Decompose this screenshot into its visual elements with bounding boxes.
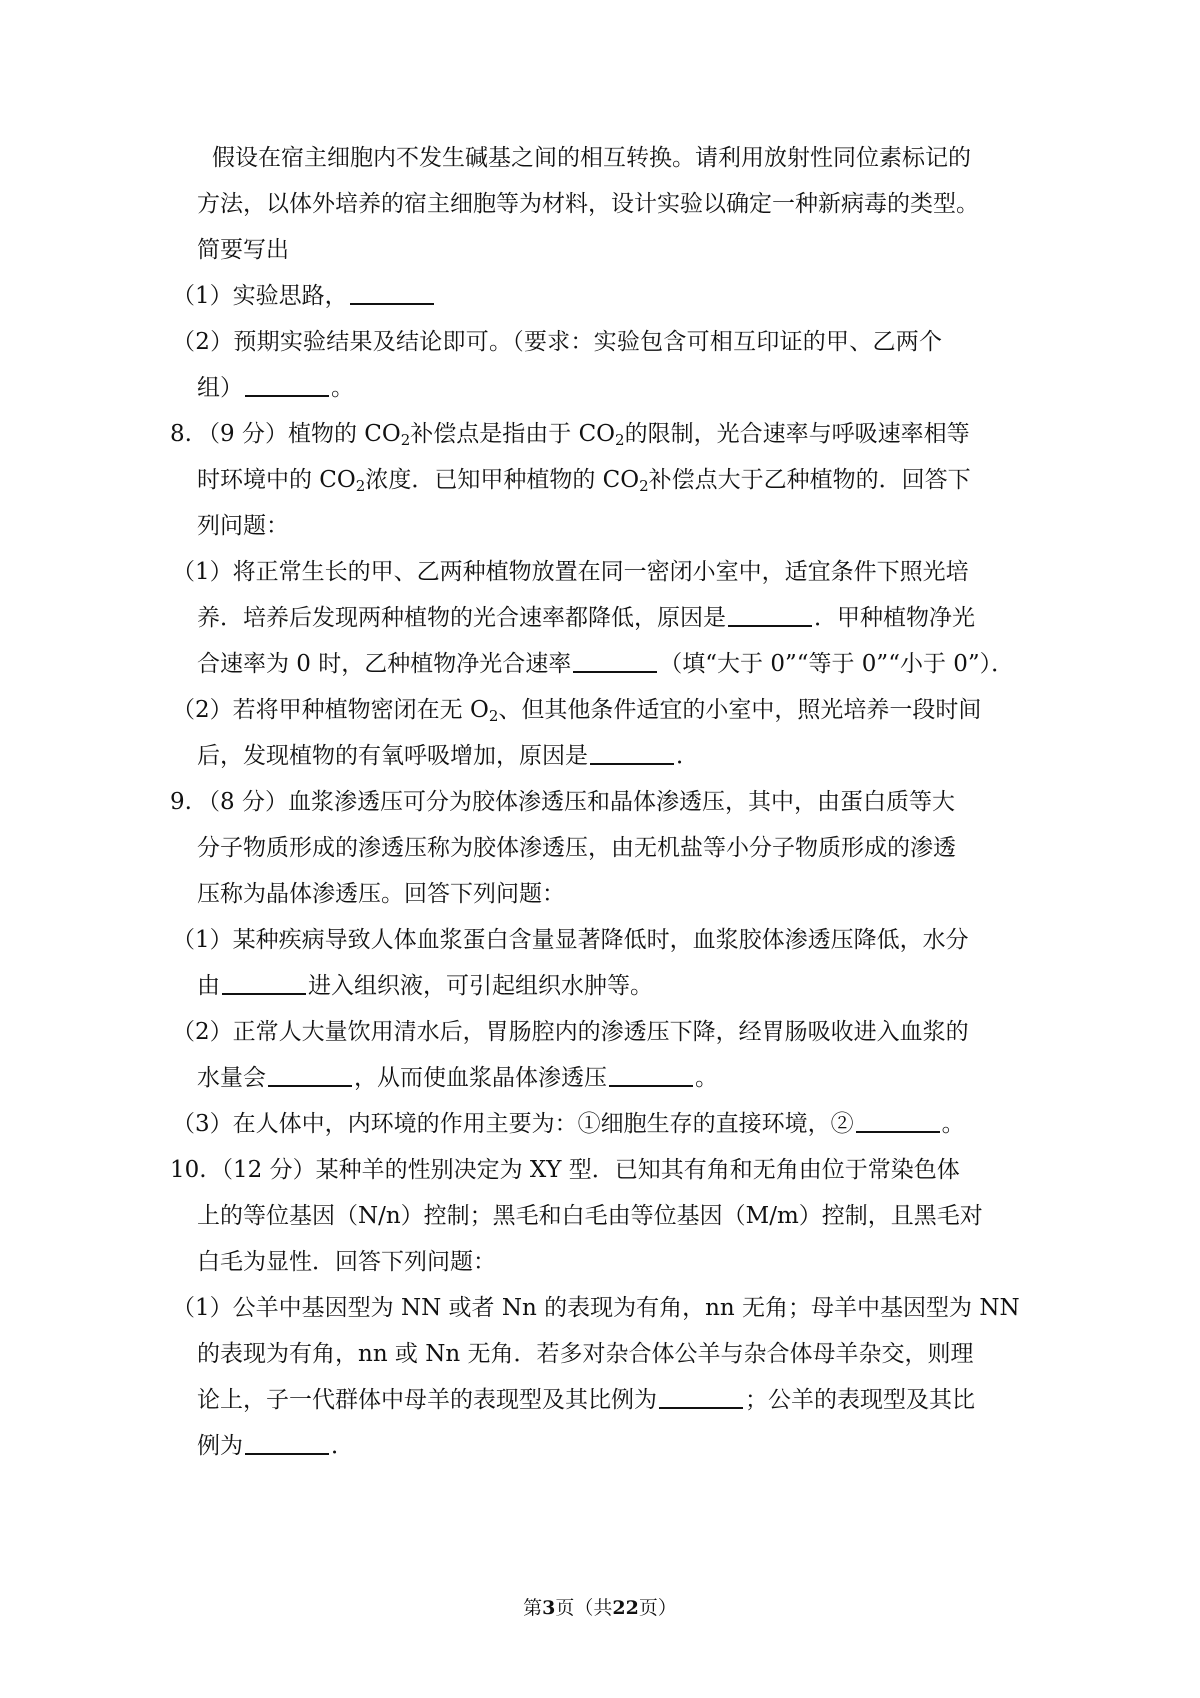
question-10-part-1-line-3: 论上，子一代群体中母羊的表现型及其比例为 ；公羊的表现型及其比 [197, 1387, 975, 1413]
question-9-part-1-line-2: 由 进入组织液，可引起组织水肿等。 [197, 973, 653, 999]
question-10-part-1-line-1: （1）公羊中基因型为 NN 或者 Nn 的表现为有角，nn 无角；母羊中基因型为 NN [172, 1295, 1020, 1321]
question-10-number: 10. [170, 1157, 207, 1183]
question-10-line-3: 白毛为显性．回答下列问题： [197, 1249, 496, 1275]
question-8-part-1-line-2: 养．培养后发现两种植物的光合速率都降低，原因是 ．甲种植物净光 [197, 605, 975, 631]
question-8-part-1-line-1: （1）将正常生长的甲、乙两种植物放置在同一密闭小室中，适宜条件下照光培 [172, 559, 969, 585]
total-pages: 22 [612, 1597, 639, 1619]
answer-blank[interactable] [609, 1065, 693, 1087]
question-8-line-1: （9 分）植物的 $CO_2$补偿点是指由于 $CO_2$的限制，光合速率与呼吸速率相等 [197, 421, 970, 449]
answer-blank[interactable] [659, 1387, 743, 1409]
intro-sub-1: （1）实验思路， [172, 281, 436, 311]
answer-blank[interactable] [590, 743, 674, 765]
question-9-part-1-line-1: （1）某种疾病导致人体血浆蛋白含量显著降低时，血浆胶体渗透压降低，水分 [172, 927, 969, 953]
question-10-part-1-line-4: 例为 ． [197, 1433, 354, 1459]
answer-blank[interactable] [856, 1111, 940, 1133]
question-8-part-1-line-3: 合速率为 0 时，乙种植物净光合速率 （填“大于 0”“等于 0”“小于 0”）． [197, 651, 1015, 677]
intro-line-1: 假设在宿主细胞内不发生碱基之间的相互转换。请利用放射性同位素标记的 [212, 145, 971, 171]
answer-blank[interactable] [245, 1433, 329, 1455]
question-9-part-2-line-2: 水量会 ，从而使血浆晶体渗透压 。 [197, 1065, 718, 1091]
question-9-number: 9. [170, 789, 192, 815]
intro-line-3: 简要写出 [197, 237, 289, 263]
answer-blank[interactable] [222, 973, 306, 995]
question-10-line-1: （12 分）某种羊的性别决定为 XY 型．已知其有角和无角由位于常染色体 [210, 1157, 960, 1183]
question-8-line-2: 时环境中的 $CO_2$浓度．已知甲种植物的 $CO_2$补偿点大于乙种植物的．回答下 [197, 467, 971, 495]
current-page-number: 3 [542, 1597, 556, 1619]
question-9-part-3: （3）在人体中，内环境的作用主要为：①细胞生存的直接环境，② 。 [172, 1111, 965, 1137]
intro-sub-2-line-1: （2）预期实验结果及结论即可。（要求：实验包含可相互印证的甲、乙两个 [172, 329, 942, 355]
answer-blank[interactable] [728, 605, 812, 627]
question-9-part-2-line-1: （2）正常人大量饮用清水后，胃肠腔内的渗透压下降，经胃肠吸收进入血浆的 [172, 1019, 969, 1045]
question-10-part-1-line-2: 的表现为有角，nn 或 Nn 无角．若多对杂合体公羊与杂合体母羊杂交，则理 [197, 1341, 974, 1367]
question-8-part-2-line-1: （2）若将甲种植物密闭在无 $O_2$、但其他条件适宜的小室中，照光培养一段时间 [172, 697, 982, 725]
page-footer: 第3页（共22页） [523, 1597, 677, 1619]
answer-blank[interactable] [573, 651, 657, 673]
intro-line-2: 方法，以体外培养的宿主细胞等为材料，设计实验以确定一种新病毒的类型。 [197, 191, 979, 217]
question-8-part-2-line-2: 后，发现植物的有氧呼吸增加，原因是 ． [197, 743, 699, 769]
intro-sub-2-line-2: 组） 。 [197, 375, 354, 401]
question-9-line-3: 压称为晶体渗透压。回答下列问题： [197, 881, 565, 907]
answer-blank[interactable] [268, 1065, 352, 1087]
question-8-line-3: 列问题： [197, 513, 289, 539]
answer-blank[interactable] [350, 283, 434, 305]
question-8-number: 8. [170, 421, 192, 447]
question-9-line-1: （8 分）血浆渗透压可分为胶体渗透压和晶体渗透压，其中，由蛋白质等大 [197, 789, 955, 815]
question-10-line-2: 上的等位基因（N/n）控制；黑毛和白毛由等位基因（M/m）控制，且黑毛对 [197, 1203, 983, 1229]
question-9-line-2: 分子物质形成的渗透压称为胶体渗透压，由无机盐等小分子物质形成的渗透 [197, 835, 956, 861]
answer-blank[interactable] [245, 375, 329, 397]
